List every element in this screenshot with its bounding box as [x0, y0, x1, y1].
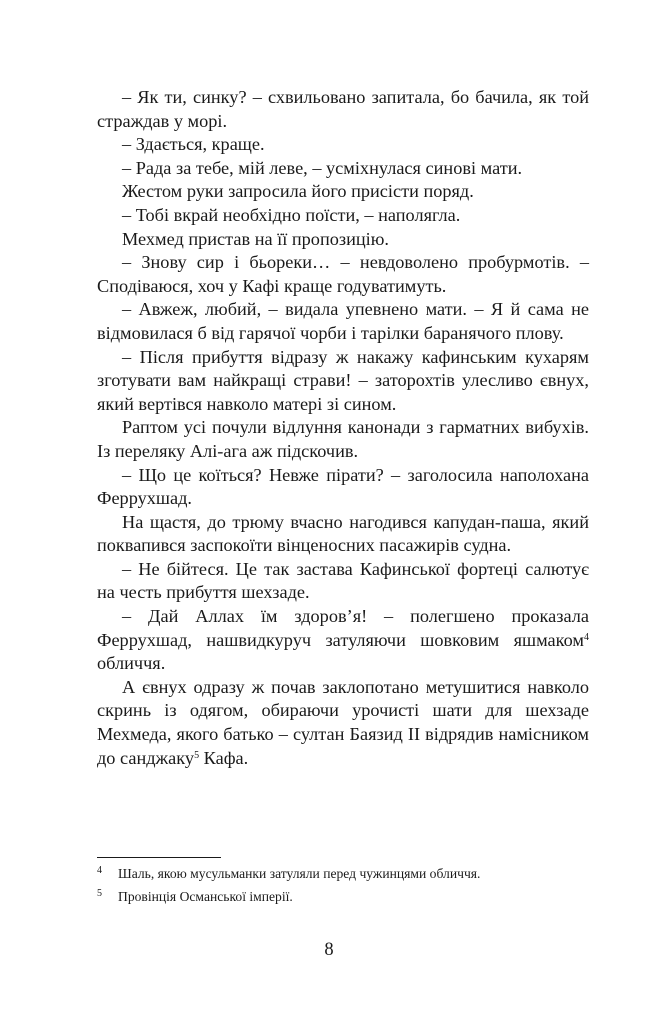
footnote-divider [97, 857, 221, 858]
paragraph [97, 676, 589, 770]
paragraph: – Здається, краще. [122, 134, 265, 155]
paragraph-text: А євнух одразу ж почав заклопотано метушитися навколо скринь із одягом, обираючи урочисті шати для шехзаде Мехмеда, якого батько – султан Баязид II відрядив намісником до санджаку [97, 676, 589, 768]
page-number: 8 [324, 940, 334, 960]
paragraph: – Не бійтеся. Це так застава Кафинської фортеці салютує на честь прибуття шехзаде. [97, 558, 589, 603]
paragraph: Мехмед пристав на її пропозицію. [122, 228, 389, 249]
body-text [97, 86, 589, 770]
paragraph: Раптом усі почули відлуння канонади з гарматних вибухів. Із переляку Алі-ага аж підскочив. [97, 417, 589, 461]
paragraph: – Тобі вкрай необхідно поїсти, – наполягла. [122, 204, 461, 225]
paragraph: На щастя, до трюму вчасно нагодився капудан-паша, який поквапився заспокоїти вінценосних пасажирів судна. [97, 511, 589, 556]
footnote-text: Шаль, якою мусульманки затуляли перед чужинцями обличчя. [118, 866, 481, 881]
paragraph: – Авжеж, любий, – видала упевнено мати. – Я й сама не відмовилася б від гарячої чорби і тарілки баранячого плову. [97, 299, 589, 343]
paragraph: – Після прибуття відразу ж накажу кафинським кухарям зготувати вам найкращі страви! – заторохтів улесливо євнух, який вертівся навколо матері зі сином. [97, 346, 589, 414]
paragraph: – Знову сир і бьореки… – невдоволено пробурмотів. – Сподіваюся, хоч у Кафі краще годуватимуть. [97, 252, 589, 296]
paragraph: – Як ти, синку? – схвильовано запитала, бо бачила, як той страждав у морі. [97, 87, 589, 131]
paragraph: – Рада за тебе, мій леве, – усміхнулася синові мати. [122, 157, 523, 178]
paragraph: Жестом руки запросила його присісти поряд. [122, 181, 474, 202]
footnotes [97, 862, 589, 908]
paragraph-text: обличчя. [97, 653, 166, 674]
paragraph-text: Кафа. [199, 747, 249, 768]
paragraph: – Що це коїться? Невже пірати? – заголосила наполохана Феррухшад. [97, 464, 589, 509]
footnote-number: 4 [97, 865, 102, 876]
footnote-text: Провінція Османської імперії. [118, 889, 293, 904]
paragraph [97, 605, 589, 676]
footnote-ref[interactable]: 4 [584, 631, 589, 643]
footnote-ref[interactable]: 5 [194, 749, 200, 761]
footnote-number: 5 [97, 888, 102, 899]
paragraph-text: – Дай Аллах їм здоров’я! – полегшено проказала Феррухшад, нашвидкуруч затуляючи шовковим яшмаком [97, 606, 589, 650]
footnote [97, 862, 589, 885]
footnote [97, 885, 589, 908]
